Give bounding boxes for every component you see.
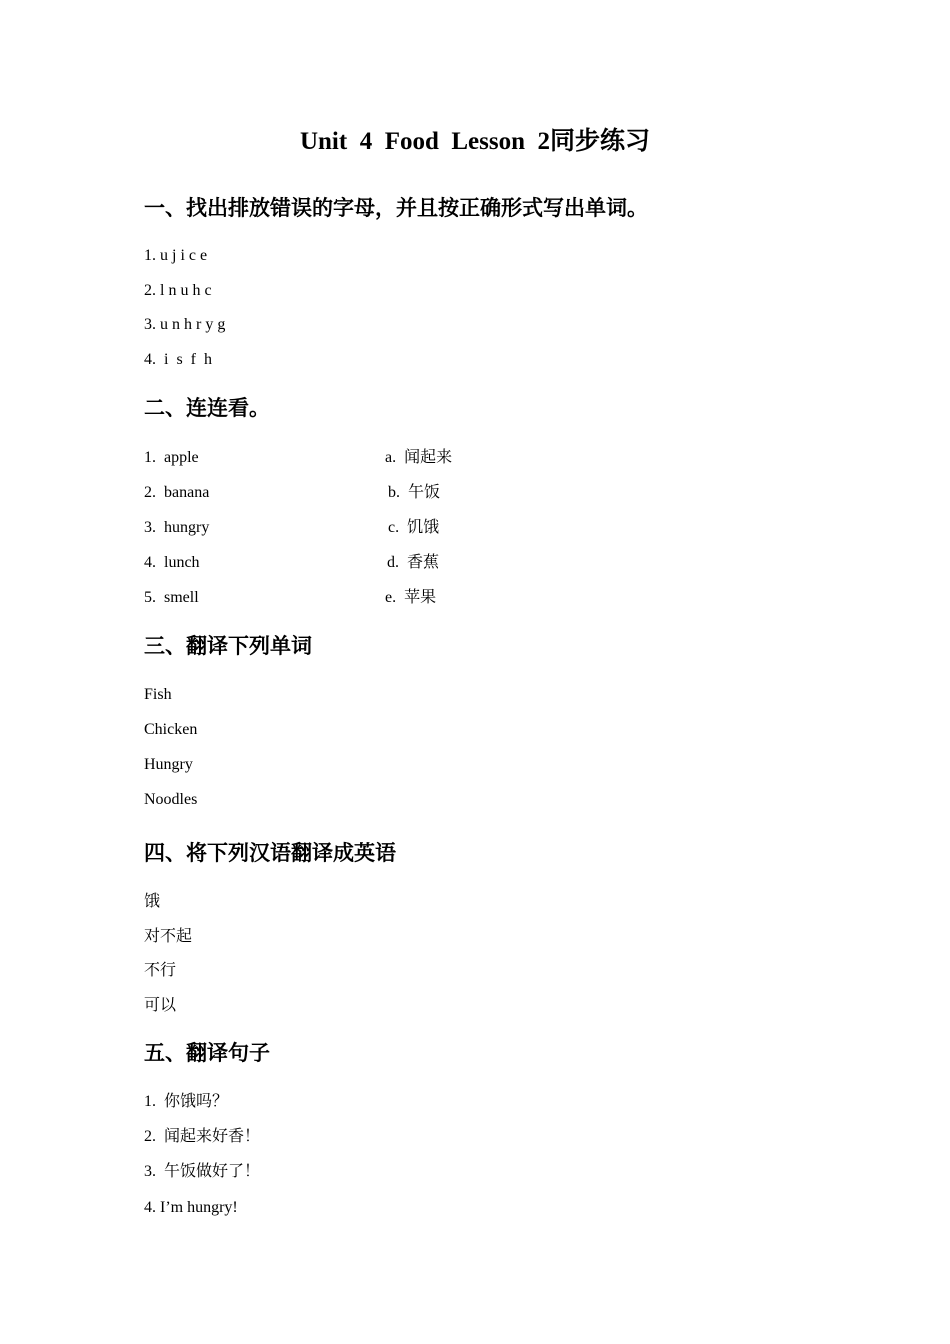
section-5-item-4: 4. I’m hungry! (144, 1199, 238, 1216)
section-1-item-1: 1. u j i c e (144, 247, 208, 264)
section-4-item-3: 不行 (144, 962, 177, 979)
page-title: Unit 4 Food Lesson 2同步练习 (299, 128, 651, 155)
section-3-item-2: Chicken (144, 721, 198, 738)
section-1-item-4: 4. i s f h (144, 351, 212, 368)
match-left-5: 5. smell (144, 589, 199, 606)
match-left-1: 1. apple (144, 449, 199, 466)
match-right-2: b. 午饭 (388, 484, 441, 501)
section-4-item-4: 可以 (144, 997, 177, 1014)
section-5-item-1: 1. 你饿吗？ (144, 1093, 229, 1110)
section-3-item-3: Hungry (144, 756, 193, 773)
match-left-3: 3. hungry (144, 519, 210, 536)
section-1-item-2: 2. l n u h c (144, 282, 212, 299)
section-5-item-2: 2. 闻起来好香！ (144, 1128, 261, 1145)
section-2-heading: 二、连连看。 (144, 396, 270, 420)
section-3-heading: 三、翻译下列单词 (144, 634, 312, 658)
match-right-5: e. 苹果 (385, 589, 437, 606)
section-4-item-1: 饿 (144, 893, 161, 910)
match-right-4: d. 香蕉 (387, 554, 440, 571)
section-4-heading: 四、将下列汉语翻译成英语 (144, 841, 396, 865)
section-3-item-4: Noodles (144, 791, 198, 808)
section-3-item-1: Fish (144, 686, 172, 703)
section-5-heading: 五、翻译句子 (144, 1041, 270, 1065)
section-4-item-2: 对不起 (144, 928, 193, 945)
section-1-item-3: 3. u n h r y g (144, 316, 226, 333)
match-right-3: c. 饥饿 (388, 519, 440, 536)
section-5-item-3: 3. 午饭做好了！ (144, 1163, 261, 1180)
match-left-2: 2. banana (144, 484, 210, 501)
match-right-1: a. 闻起来 (385, 449, 453, 466)
match-left-4: 4. lunch (144, 554, 200, 571)
section-1-heading: 一、找出排放错误的字母，并且按正确形式写出单词。 (144, 196, 648, 220)
